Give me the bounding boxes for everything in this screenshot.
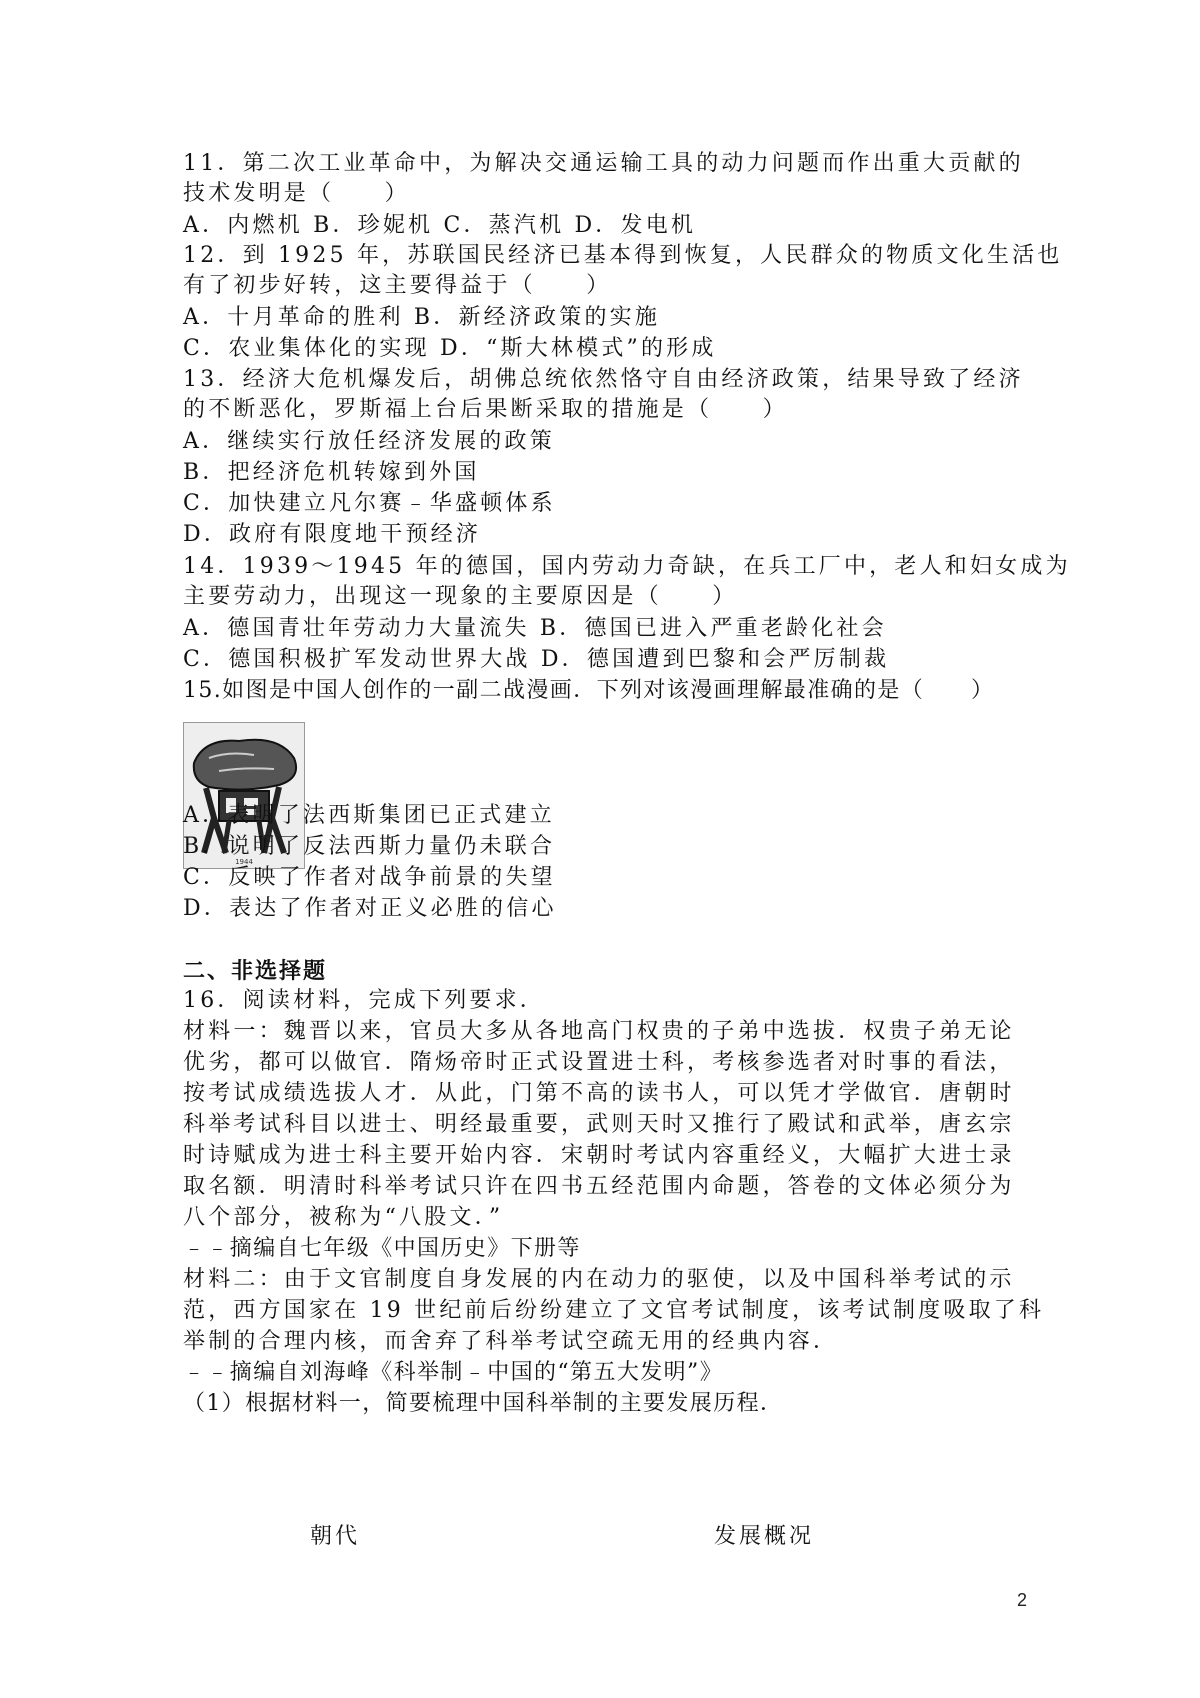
q15-option-b: B．说明了反法西斯力量仍未联合 — [183, 834, 556, 859]
page-number: 2 — [1017, 1590, 1028, 1610]
q13-option-b: B．把经济危机转嫁到外国 — [183, 460, 480, 485]
q11-options: A．内燃机 B．珍妮机 C．蒸汽机 D．发电机 — [183, 213, 697, 238]
table-header-dynasty: 朝代 — [310, 1524, 361, 1549]
q11-stem-line1: 11．第二次工业革命中，为解决交通运输工具的动力问题而作出重大贡献的 — [183, 151, 1024, 176]
q11-stem-line2: 技术发明是（ ） — [183, 181, 410, 206]
q13-stem-line1: 13．经济大危机爆发后，胡佛总统依然恪守自由经济政策，结果导致了经济 — [183, 367, 1024, 392]
material2-source: ﹣﹣摘编自刘海峰《科举制﹣中国的“第五大发明”》 — [183, 1360, 724, 1385]
material1-line4: 科举考试科目以进士、明经最重要，武则天时又推行了殿试和武举，唐玄宗 — [183, 1112, 1015, 1137]
q16-intro: 16．阅读材料，完成下列要求． — [183, 988, 545, 1013]
material2-line2: 范，西方国家在 19 世纪前后纷纷建立了文官考试制度，该考试制度吸取了科 — [183, 1298, 1045, 1323]
material2-line1: 材料二：由于文官制度自身发展的内在动力的驱使，以及中国科举考试的示 — [183, 1267, 1015, 1292]
table-header-development: 发展概况 — [714, 1524, 815, 1549]
q12-options-line2: C．农业集体化的实现 D．“斯大林模式”的形成 — [183, 336, 717, 361]
q12-stem-line2: 有了初步好转，这主要得益于（ ） — [183, 273, 612, 298]
q13-option-d: D．政府有限度地干预经济 — [183, 522, 482, 547]
q13-option-c: C．加快建立凡尔赛﹣华盛顿体系 — [183, 491, 556, 516]
material1-line1: 材料一：魏晋以来，官员大多从各地高门权贵的子弟中选拔．权贵子弟无论 — [183, 1019, 1015, 1044]
section2-heading: 二、非选择题 — [183, 959, 328, 984]
q14-stem-line1: 14．1939～1945 年的德国，国内劳动力奇缺，在兵工厂中，老人和妇女成为 — [183, 554, 1071, 579]
material1-line5: 时诗赋成为进士科主要开始内容．宋朝时考试内容重经义，大幅扩大进士录 — [183, 1143, 1015, 1168]
q12-stem-line1: 12．到 1925 年，苏联国民经济已基本得到恢复，人民群众的物质文化生活也 — [183, 243, 1063, 268]
material1-line7: 八个部分，被称为“八股文．” — [183, 1205, 504, 1230]
cartoon-caption: 1944 — [235, 858, 253, 866]
q13-option-a: A．继续实行放任经济发展的政策 — [183, 429, 555, 454]
q12-options-line1: A．十月革命的胜利 B．新经济政策的实施 — [183, 305, 661, 330]
sub-question-1: （1）根据材料一，简要梳理中国科举制的主要发展历程． — [183, 1391, 784, 1416]
q15-option-a: A．表明了法西斯集团已正式建立 — [183, 803, 555, 828]
q15-option-c: C．反映了作者对战争前景的失望 — [183, 865, 556, 890]
material1-line6: 取名额．明清时科举考试只许在四书五经范围内命题，答卷的文体必须分为 — [183, 1174, 1015, 1199]
q13-stem-line2: 的不断恶化，罗斯福上台后果断采取的措施是（ ） — [183, 397, 788, 422]
q14-options-line2: C．德国积极扩军发动世界大战 D．德国遭到巴黎和会严厉制裁 — [183, 647, 890, 672]
q14-options-line1: A．德国青壮年劳动力大量流失 B．德国已进入严重老龄化社会 — [183, 616, 887, 641]
material1-source: ﹣﹣摘编自七年级《中国历史》下册等 — [183, 1236, 581, 1261]
material1-line3: 按考试成绩选拔人才．从此，门第不高的读书人，可以凭才学做官．唐朝时 — [183, 1081, 1015, 1106]
material1-line2: 优劣，都可以做官．隋炀帝时正式设置进士科，考核参选者对时事的看法， — [183, 1050, 1015, 1075]
material2-line3: 举制的合理内核，而舍弃了科举考试空疏无用的经典内容． — [183, 1329, 839, 1354]
q15-stem: 15.如图是中国人创作的一副二战漫画．下列对该漫画理解最准确的是（ ） — [183, 678, 995, 703]
q15-option-d: D．表达了作者对正义必胜的信心 — [183, 896, 557, 921]
q14-stem-line2: 主要劳动力，出现这一现象的主要原因是（ ） — [183, 584, 738, 609]
